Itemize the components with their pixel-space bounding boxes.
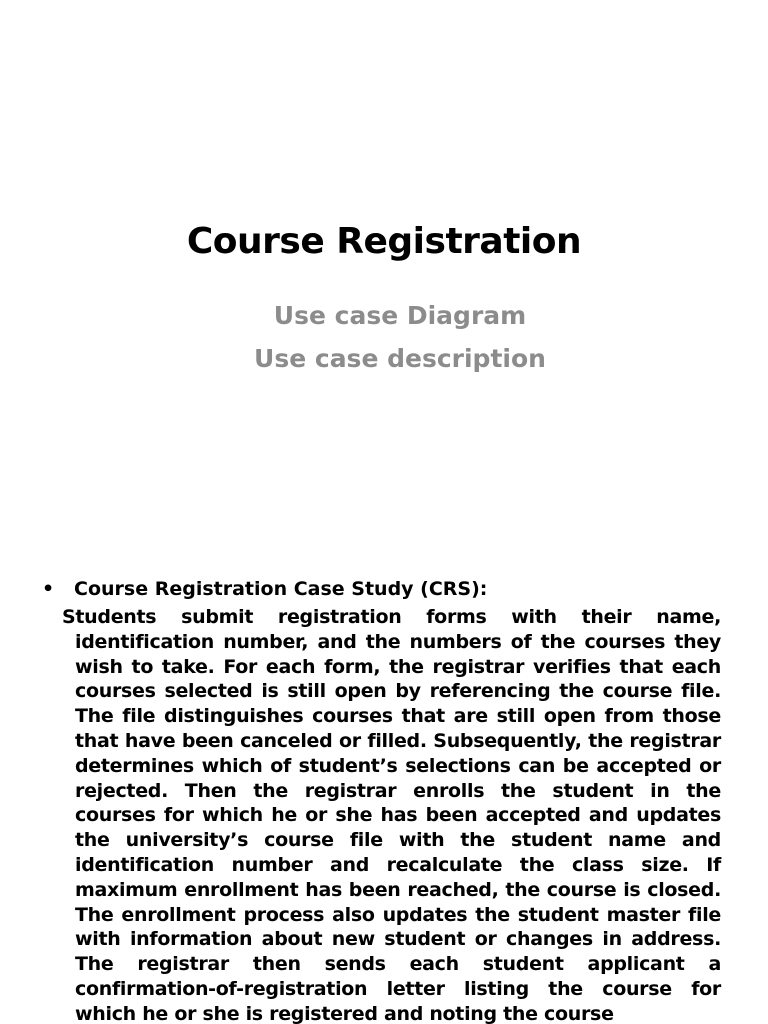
slide-title: Course Registration <box>186 221 582 262</box>
bullet-item <box>42 576 487 602</box>
subtitle-use-case-diagram: Use case Diagram <box>273 301 527 330</box>
bullet-heading: Course Registration Case Study (CRS): <box>74 578 488 600</box>
bullet-icon: • <box>42 578 55 600</box>
subtitle-use-case-description: Use case description <box>254 344 546 373</box>
case-study-paragraph: Students submit registration forms with their name, identification number, and the numbers of the courses they wish to take. For each form, the registrar verifies that each courses selected is still open by referencing the course file. The file distinguishes courses that are still open from those that have been canceled or filled. Subsequently, the registrar determines which of student’s selections can be accepted or rejected. Then the registrar enrolls the student in the courses for which he or she has been accepted and updates the university’s course file with the student name and identification number and recalculate the class size. If maximum enrollment has been reached, the course is closed. The enrollment process also updates the student master file with information about new student or changes in address. The registrar then sends each student applicant a confirmation-of-registration letter listing the course for which he or she is registered and noting the course <box>62 606 721 1024</box>
